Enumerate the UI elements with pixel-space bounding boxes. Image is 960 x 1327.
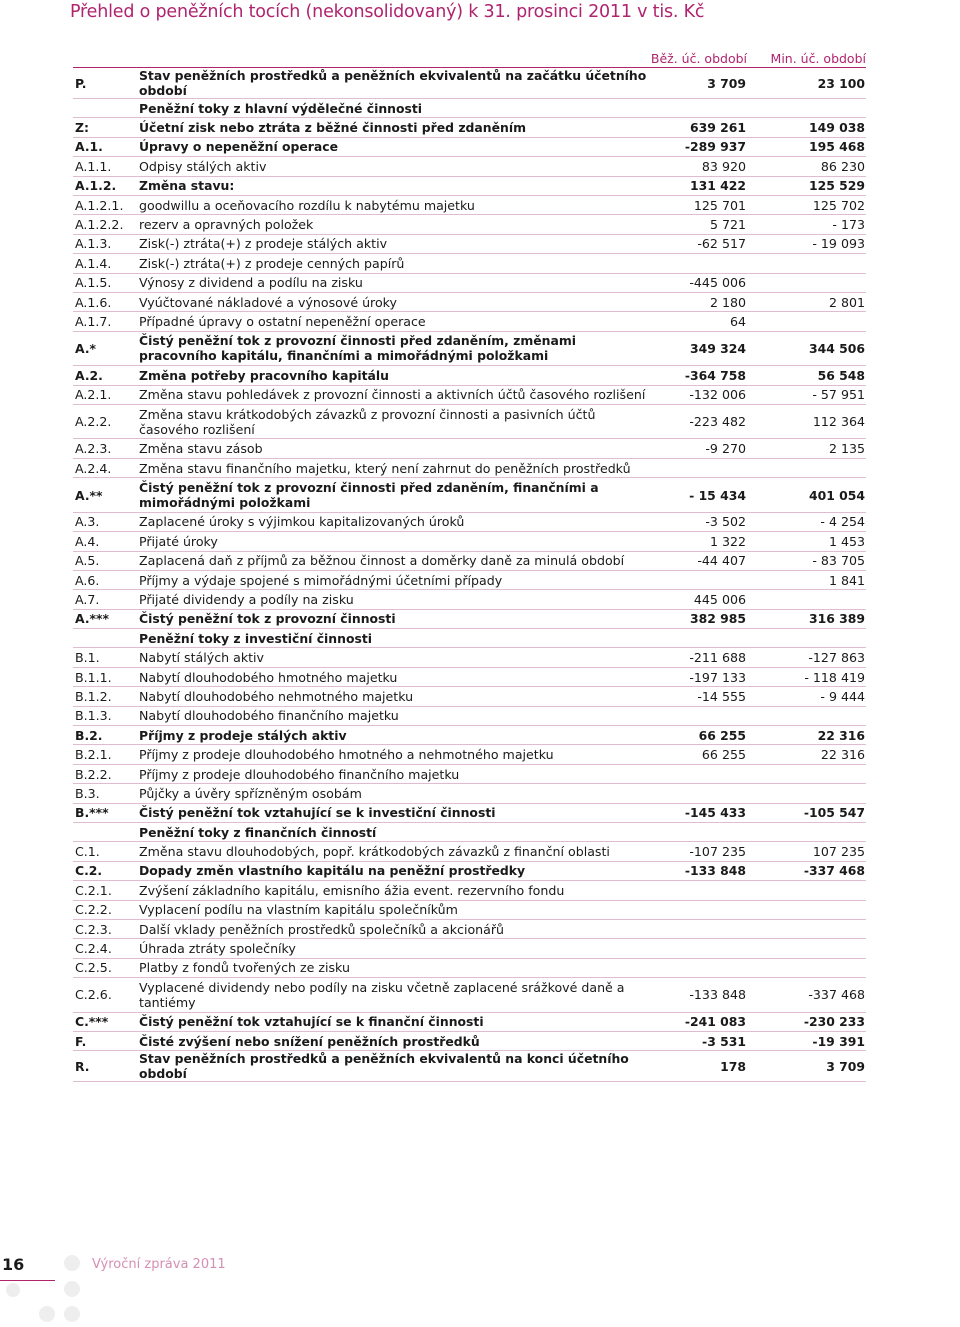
row-code: B.1.1. — [73, 667, 137, 686]
table-row — [73, 404, 866, 439]
value-previous-period: 23 100 — [747, 68, 866, 99]
value-previous-period: 125 529 — [747, 176, 866, 195]
value-current-period — [657, 958, 747, 977]
footer-rule — [0, 1280, 55, 1281]
table-row — [73, 803, 866, 822]
row-code: A.2.2. — [73, 404, 137, 439]
row-code: A.4. — [73, 532, 137, 551]
row-code: C.2.3. — [73, 919, 137, 938]
table-row — [73, 1012, 866, 1031]
decorative-dot — [64, 1306, 80, 1322]
value-previous-period: - 118 419 — [747, 667, 866, 686]
row-code: B.*** — [73, 803, 137, 822]
value-previous-period: 195 468 — [747, 137, 866, 156]
row-label: Čistý peněžní tok z provozní činnosti před zdaněním, finančními a mimořádnými položkami — [137, 478, 657, 513]
row-code: F. — [73, 1032, 137, 1051]
value-previous-period — [747, 706, 866, 725]
table-row — [73, 978, 866, 1013]
section-heading-row — [73, 99, 866, 118]
value-previous-period — [747, 823, 866, 842]
value-current-period: - 15 434 — [657, 478, 747, 513]
row-code: B.2.2. — [73, 764, 137, 783]
value-previous-period: - 9 444 — [747, 687, 866, 706]
row-code: A.1.6. — [73, 292, 137, 311]
row-label: Změna stavu: — [137, 176, 657, 195]
value-previous-period: -337 468 — [747, 861, 866, 880]
row-code: A.2.3. — [73, 439, 137, 458]
value-previous-period — [747, 458, 866, 477]
row-code: A.3. — [73, 512, 137, 531]
row-label: Přijaté úroky — [137, 532, 657, 551]
table-row — [73, 590, 866, 609]
table-row — [73, 570, 866, 589]
row-label: Výnosy z dividend a podílu na zisku — [137, 273, 657, 292]
value-current-period: -241 083 — [657, 1012, 747, 1031]
table-row — [73, 234, 866, 253]
row-code: A.7. — [73, 590, 137, 609]
row-code: A.6. — [73, 570, 137, 589]
table-row — [73, 900, 866, 919]
row-label: Změna stavu pohledávek z provozní činnosti a aktivních účtů časového rozlišení — [137, 385, 657, 404]
value-current-period — [657, 99, 747, 118]
value-current-period: -211 688 — [657, 648, 747, 667]
row-label: Zisk(-) ztráta(+) z prodeje cenných papírů — [137, 254, 657, 273]
value-current-period — [657, 764, 747, 783]
value-current-period: 83 920 — [657, 157, 747, 176]
value-current-period — [657, 919, 747, 938]
section-heading-row — [73, 823, 866, 842]
value-current-period: -107 235 — [657, 842, 747, 861]
row-code: R. — [73, 1051, 137, 1082]
value-current-period — [657, 900, 747, 919]
row-label: Čistý peněžní tok z provozní činnosti — [137, 609, 657, 628]
table-row — [73, 137, 866, 156]
value-current-period: -44 407 — [657, 551, 747, 570]
value-previous-period: -337 468 — [747, 978, 866, 1013]
row-code: A.** — [73, 478, 137, 513]
row-code: Z: — [73, 118, 137, 137]
value-previous-period: - 4 254 — [747, 512, 866, 531]
value-previous-period: -230 233 — [747, 1012, 866, 1031]
row-code: A.1.2.2. — [73, 215, 137, 234]
value-previous-period: 1 453 — [747, 532, 866, 551]
value-current-period: -445 006 — [657, 273, 747, 292]
column-headers — [0, 51, 960, 67]
value-current-period — [657, 881, 747, 900]
value-previous-period: - 57 951 — [747, 385, 866, 404]
row-code: A.1.2. — [73, 176, 137, 195]
row-label: Změna potřeby pracovního kapitálu — [137, 366, 657, 385]
value-current-period: 125 701 — [657, 195, 747, 214]
row-label: Nabytí dlouhodobého hmotného majetku — [137, 667, 657, 686]
column-header-current: Běž. úč. období — [650, 51, 747, 66]
decorative-dot — [6, 1283, 20, 1297]
row-label: Čistý peněžní tok vztahující se k investiční činnosti — [137, 803, 657, 822]
table-row — [73, 273, 866, 292]
decorative-dot — [39, 1306, 55, 1322]
row-label: Zisk(-) ztráta(+) z prodeje stálých aktiv — [137, 234, 657, 253]
row-label: Vyplacení podílu na vlastním kapitálu společníkům — [137, 900, 657, 919]
table-row — [73, 1051, 866, 1082]
table-row — [73, 958, 866, 977]
row-label: Případné úpravy o ostatní nepeněžní operace — [137, 312, 657, 331]
row-label: Změna stavu dlouhodobých, popř. krátkodobých závazků z finanční oblasti — [137, 842, 657, 861]
value-current-period: 639 261 — [657, 118, 747, 137]
table-row — [73, 706, 866, 725]
row-label: Účetní zisk nebo ztráta z běžné činnosti před zdaněním — [137, 118, 657, 137]
row-label: Nabytí dlouhodobého nehmotného majetku — [137, 687, 657, 706]
table-row — [73, 687, 866, 706]
value-current-period: -3 502 — [657, 512, 747, 531]
row-label: Platby z fondů tvořených ze zisku — [137, 958, 657, 977]
value-current-period: -364 758 — [657, 366, 747, 385]
table-row — [73, 439, 866, 458]
value-current-period: -62 517 — [657, 234, 747, 253]
row-label: Odpisy stálých aktiv — [137, 157, 657, 176]
value-previous-period: 401 054 — [747, 478, 866, 513]
table-row — [73, 842, 866, 861]
value-current-period: -132 006 — [657, 385, 747, 404]
row-label: goodwillu a oceňovacího rozdílu k nabytému majetku — [137, 195, 657, 214]
value-previous-period: 86 230 — [747, 157, 866, 176]
row-code: A.5. — [73, 551, 137, 570]
value-current-period: -145 433 — [657, 803, 747, 822]
value-previous-period — [747, 312, 866, 331]
table-row — [73, 254, 866, 273]
row-label: Příjmy z prodeje dlouhodobého finančního majetku — [137, 764, 657, 783]
row-label: Úpravy o nepeněžní operace — [137, 137, 657, 156]
row-label: Zvýšení základního kapitálu, emisního ážia event. rezervního fondu — [137, 881, 657, 900]
row-code: A.2.4. — [73, 458, 137, 477]
value-current-period: 66 255 — [657, 745, 747, 764]
value-previous-period: 2 135 — [747, 439, 866, 458]
table-row — [73, 478, 866, 513]
value-previous-period — [747, 273, 866, 292]
row-label: Půjčky a úvěry spřízněným osobám — [137, 784, 657, 803]
row-code: B.1.3. — [73, 706, 137, 725]
table-row — [73, 195, 866, 214]
value-current-period — [657, 254, 747, 273]
table-row — [73, 292, 866, 311]
row-code: C.2.1. — [73, 881, 137, 900]
value-current-period — [657, 458, 747, 477]
value-previous-period: 125 702 — [747, 195, 866, 214]
row-code: B.3. — [73, 784, 137, 803]
value-current-period: -14 555 — [657, 687, 747, 706]
value-current-period: 64 — [657, 312, 747, 331]
row-label: Dopady změn vlastního kapitálu na peněžní prostředky — [137, 861, 657, 880]
row-label: Stav peněžních prostředků a peněžních ekvivalentů na konci účetního období — [137, 1051, 657, 1082]
value-current-period: -197 133 — [657, 667, 747, 686]
value-previous-period — [747, 881, 866, 900]
value-previous-period: 3 709 — [747, 1051, 866, 1082]
row-code: C.1. — [73, 842, 137, 861]
value-current-period: 3 709 — [657, 68, 747, 99]
table-row — [73, 512, 866, 531]
row-label: Přijaté dividendy a podíly na zisku — [137, 590, 657, 609]
row-code: C.*** — [73, 1012, 137, 1031]
page-title: Přehled o peněžních tocích (nekonsolidovaný) k 31. prosinci 2011 v tis. Kč — [70, 2, 705, 22]
row-code: A.*** — [73, 609, 137, 628]
table-row — [73, 726, 866, 745]
value-previous-period: 56 548 — [747, 366, 866, 385]
row-code: C.2.2. — [73, 900, 137, 919]
table-row — [73, 331, 866, 366]
table-row — [73, 648, 866, 667]
row-label: Peněžní toky z hlavní výdělečné činnosti — [137, 99, 657, 118]
row-code: C.2.5. — [73, 958, 137, 977]
value-previous-period: 316 389 — [747, 609, 866, 628]
table-row — [73, 118, 866, 137]
table-row — [73, 366, 866, 385]
value-current-period: 5 721 — [657, 215, 747, 234]
value-current-period: -133 848 — [657, 978, 747, 1013]
table-row — [73, 764, 866, 783]
value-current-period: 382 985 — [657, 609, 747, 628]
decorative-dot — [64, 1255, 80, 1271]
value-current-period: 349 324 — [657, 331, 747, 366]
row-label: Příjmy a výdaje spojené s mimořádnými účetními případy — [137, 570, 657, 589]
value-current-period: -133 848 — [657, 861, 747, 880]
table-row — [73, 215, 866, 234]
value-current-period: 445 006 — [657, 590, 747, 609]
value-previous-period — [747, 629, 866, 648]
value-previous-period: 1 841 — [747, 570, 866, 589]
value-previous-period: -19 391 — [747, 1032, 866, 1051]
row-code: C.2. — [73, 861, 137, 880]
value-previous-period: 112 364 — [747, 404, 866, 439]
report-name: Výroční zpráva 2011 — [92, 1257, 226, 1272]
value-previous-period: - 83 705 — [747, 551, 866, 570]
row-label: Stav peněžních prostředků a peněžních ekvivalentů na začátku účetního období — [137, 68, 657, 99]
value-current-period: -289 937 — [657, 137, 747, 156]
row-code: A.* — [73, 331, 137, 366]
row-code: A.1.7. — [73, 312, 137, 331]
table-row — [73, 919, 866, 938]
row-label: Zaplacená daň z příjmů za běžnou činnost a doměrky daně za minulá období — [137, 551, 657, 570]
decorative-dot — [64, 1281, 80, 1297]
table-row — [73, 1032, 866, 1051]
cash-flow-table-body — [73, 68, 866, 1082]
value-current-period — [657, 629, 747, 648]
row-label: rezerv a opravných položek — [137, 215, 657, 234]
table-row — [73, 68, 866, 99]
table-row — [73, 532, 866, 551]
value-current-period: 66 255 — [657, 726, 747, 745]
row-code: B.2. — [73, 726, 137, 745]
table-row — [73, 745, 866, 764]
value-previous-period: -127 863 — [747, 648, 866, 667]
section-heading-row — [73, 629, 866, 648]
row-code: A.1.4. — [73, 254, 137, 273]
value-previous-period — [747, 99, 866, 118]
row-label: Úhrada ztráty společníky — [137, 939, 657, 958]
value-current-period: -9 270 — [657, 439, 747, 458]
row-code: A.1.3. — [73, 234, 137, 253]
row-label: Příjmy z prodeje stálých aktiv — [137, 726, 657, 745]
row-code: P. — [73, 68, 137, 99]
row-label: Změna stavu zásob — [137, 439, 657, 458]
row-label: Čisté zvýšení nebo snížení peněžních prostředků — [137, 1032, 657, 1051]
table-row — [73, 861, 866, 880]
value-current-period: 178 — [657, 1051, 747, 1082]
row-code — [73, 629, 137, 648]
row-label: Změna stavu krátkodobých závazků z provozní činnosti a pasivních účtů časového rozlišení — [137, 404, 657, 439]
value-current-period: -3 531 — [657, 1032, 747, 1051]
row-label: Vyplacené dividendy nebo podíly na zisku včetně zaplacené srážkové daně a tantiémy — [137, 978, 657, 1013]
value-previous-period: 2 801 — [747, 292, 866, 311]
row-label: Nabytí dlouhodobého finančního majetku — [137, 706, 657, 725]
table-row — [73, 939, 866, 958]
row-code: A.1.5. — [73, 273, 137, 292]
value-current-period — [657, 784, 747, 803]
table-row — [73, 312, 866, 331]
value-current-period: -223 482 — [657, 404, 747, 439]
column-header-previous: Min. úč. období — [770, 51, 866, 66]
value-previous-period — [747, 958, 866, 977]
value-current-period — [657, 823, 747, 842]
table-row — [73, 385, 866, 404]
row-code: A.1.1. — [73, 157, 137, 176]
row-label: Vyúčtované nákladové a výnosové úroky — [137, 292, 657, 311]
table-row — [73, 458, 866, 477]
value-current-period: 1 322 — [657, 532, 747, 551]
row-label: Čistý peněžní tok z provozní činnosti před zdaněním, změnami pracovního kapitálu, finančními a mimořádnými položkami — [137, 331, 657, 366]
row-label: Příjmy z prodeje dlouhodobého hmotného a nehmotného majetku — [137, 745, 657, 764]
value-previous-period: - 173 — [747, 215, 866, 234]
row-code — [73, 99, 137, 118]
value-previous-period — [747, 919, 866, 938]
row-code: A.1.2.1. — [73, 195, 137, 214]
value-previous-period: 149 038 — [747, 118, 866, 137]
value-previous-period — [747, 254, 866, 273]
value-previous-period: 22 316 — [747, 745, 866, 764]
value-previous-period — [747, 590, 866, 609]
value-previous-period: - 19 093 — [747, 234, 866, 253]
table-row — [73, 784, 866, 803]
row-code: B.1. — [73, 648, 137, 667]
row-code: C.2.6. — [73, 978, 137, 1013]
value-current-period: 2 180 — [657, 292, 747, 311]
value-current-period: 131 422 — [657, 176, 747, 195]
row-label: Zaplacené úroky s výjimkou kapitalizovaných úroků — [137, 512, 657, 531]
row-label: Čistý peněžní tok vztahující se k finanční činnosti — [137, 1012, 657, 1031]
value-previous-period: 107 235 — [747, 842, 866, 861]
value-previous-period — [747, 764, 866, 783]
row-code: C.2.4. — [73, 939, 137, 958]
row-code — [73, 823, 137, 842]
value-current-period — [657, 939, 747, 958]
table-row — [73, 157, 866, 176]
row-code: A.1. — [73, 137, 137, 156]
row-label: Peněžní toky z investiční činnosti — [137, 629, 657, 648]
row-code: B.1.2. — [73, 687, 137, 706]
table-row — [73, 176, 866, 195]
row-label: Peněžní toky z finančních činností — [137, 823, 657, 842]
value-previous-period — [747, 939, 866, 958]
row-label: Další vklady peněžních prostředků společníků a akcionářů — [137, 919, 657, 938]
table-row — [73, 609, 866, 628]
value-previous-period: -105 547 — [747, 803, 866, 822]
value-previous-period: 22 316 — [747, 726, 866, 745]
value-previous-period — [747, 784, 866, 803]
row-code: B.2.1. — [73, 745, 137, 764]
value-previous-period — [747, 900, 866, 919]
page-number: 16 — [2, 1255, 25, 1274]
row-code: A.2.1. — [73, 385, 137, 404]
row-label: Nabytí stálých aktiv — [137, 648, 657, 667]
value-current-period — [657, 570, 747, 589]
value-current-period — [657, 706, 747, 725]
value-previous-period: 344 506 — [747, 331, 866, 366]
table-row — [73, 667, 866, 686]
row-label: Změna stavu finančního majetku, který není zahrnut do peněžních prostředků — [137, 458, 657, 477]
cash-flow-table — [73, 68, 866, 1082]
row-code: A.2. — [73, 366, 137, 385]
table-row — [73, 551, 866, 570]
table-row — [73, 881, 866, 900]
